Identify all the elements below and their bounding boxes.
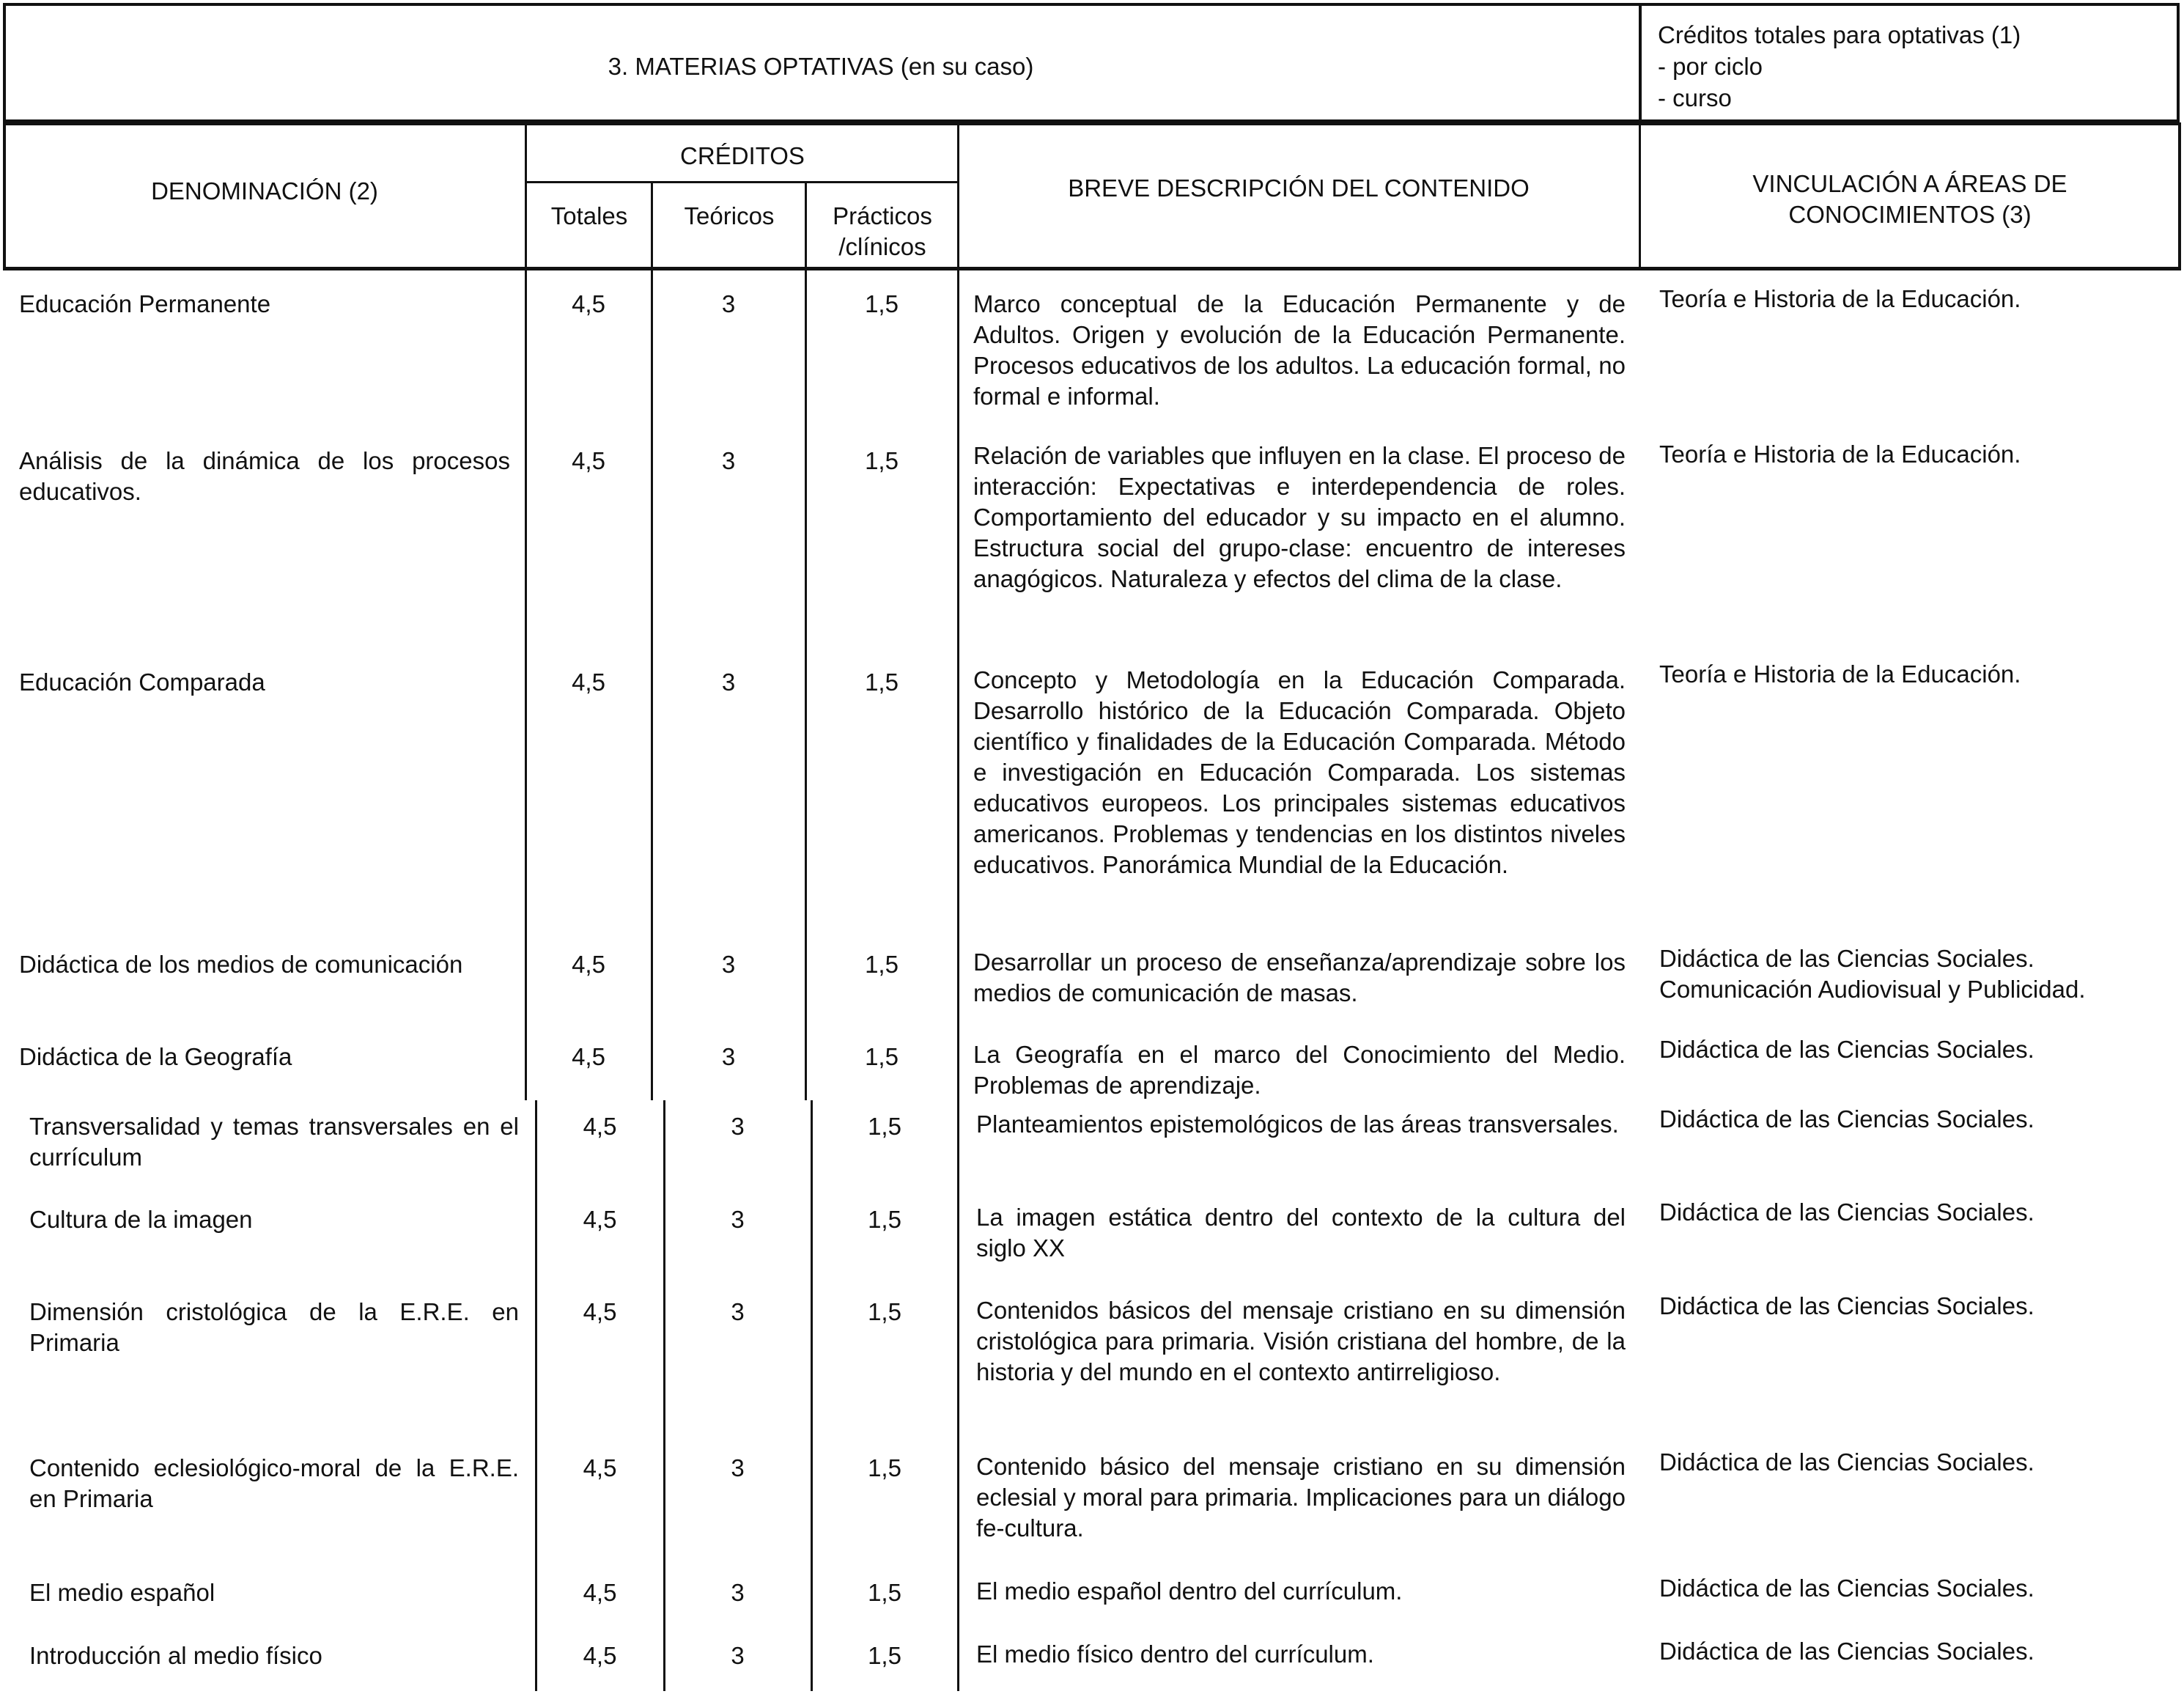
hdr-line-d — [957, 122, 959, 269]
col-creditos: CRÉDITOS — [680, 142, 805, 169]
header-bottom-line — [3, 267, 2181, 270]
row-6-area: Didáctica de las Ciencias Sociales. — [1659, 1105, 2034, 1133]
row-10-teoricos: 3 — [731, 1579, 745, 1606]
row-4-area: Didáctica de las Ciencias Sociales. Comunicación Audiovisual y Publicidad. — [1659, 945, 2086, 1003]
row-11-name: Introducción al medio físico — [29, 1642, 322, 1669]
row-4-practicos: 1,5 — [865, 951, 899, 978]
row-9-name: Contenido eclesiológico-moral de la E.R.E. en Primaria — [29, 1454, 519, 1512]
hdr-line-a — [525, 122, 527, 269]
row-8-teoricos: 3 — [731, 1298, 745, 1325]
row-7-area: Didáctica de las Ciencias Sociales. — [1659, 1198, 2034, 1226]
row-3-totales: 4,5 — [572, 669, 605, 696]
hdr-line-e — [1639, 122, 1641, 269]
row-5-area: Didáctica de las Ciencias Sociales. — [1659, 1036, 2034, 1063]
row-2-totales: 4,5 — [572, 447, 605, 474]
row-8-desc: Contenidos básicos del mensaje cristiano en su dimensión cristológica para primaria. Visión cristiana del hombre, de la historia y del mundo en el contexto antirreligioso. — [976, 1297, 1626, 1385]
row-11-area: Didáctica de las Ciencias Sociales. — [1659, 1638, 2034, 1665]
row-8-practicos: 1,5 — [868, 1298, 901, 1325]
row-2-teoricos: 3 — [721, 447, 736, 474]
row-5-desc: La Geografía en el marco del Conocimiento del Medio. Problemas de aprendizaje. — [973, 1041, 1626, 1099]
row-5-practicos: 1,5 — [865, 1043, 899, 1070]
row-8-totales: 4,5 — [583, 1298, 617, 1325]
row-7-teoricos: 3 — [731, 1206, 745, 1233]
row-3-practicos: 1,5 — [865, 669, 899, 696]
body-line-d2 — [957, 1100, 959, 1691]
row-11-totales: 4,5 — [583, 1642, 617, 1669]
row-11-desc: El medio físico dentro del currículum. — [976, 1640, 1374, 1668]
section-title: 3. MATERIAS OPTATIVAS (en su caso) — [608, 53, 1034, 80]
row-1-practicos: 1,5 — [865, 290, 899, 317]
row-11-practicos: 1,5 — [868, 1642, 901, 1669]
row-9-area: Didáctica de las Ciencias Sociales. — [1659, 1448, 2034, 1476]
row-8-area: Didáctica de las Ciencias Sociales. — [1659, 1292, 2034, 1319]
header-right-border — [2178, 122, 2181, 269]
row-6-totales: 4,5 — [583, 1113, 617, 1140]
col-vinculacion-1: VINCULACIÓN A ÁREAS DE — [1752, 170, 2067, 197]
row-8-name: Dimensión cristológica de la E.R.E. en Primaria — [29, 1298, 519, 1356]
row-1-area: Teoría e Historia de la Educación. — [1659, 285, 2021, 312]
row-5-teoricos: 3 — [721, 1043, 736, 1070]
row-6-name: Transversalidad y temas transversales en el currículum — [29, 1113, 519, 1171]
row-2-desc: Relación de variables que influyen en la clase. El proceso de interacción: Expectativas e interdependencia de roles. Comportamiento del educador y su impacto en el alumno. Estructura social del grupo-clase: encuentro de intereses anagógicos. Naturaleza y efectos del clima de la clase. — [973, 442, 1626, 592]
header-top-line — [3, 122, 2181, 125]
row-3-area: Teoría e Historia de la Educación. — [1659, 660, 2021, 688]
col-denominacion: DENOMINACIÓN (2) — [151, 177, 378, 205]
row-7-name: Cultura de la imagen — [29, 1206, 253, 1233]
row-7-totales: 4,5 — [583, 1206, 617, 1233]
col-practicos-2: /clínicos — [838, 233, 926, 260]
creditos-subline — [526, 181, 959, 183]
row-7-practicos: 1,5 — [868, 1206, 901, 1233]
row-1-desc: Marco conceptual de la Educación Permanente y de Adultos. Origen y evolución de la Educación Permanente. Procesos educativos de los adultos. La educación formal, no formal e informal. — [973, 290, 1626, 410]
row-3-desc: Concepto y Metodología en la Educación Comparada. Desarrollo histórico de la Educación Comparada. Objeto científico y finalidades de la Educación Comparada. Método e investigación en Educación Comparada. Los sistemas educativos europeos. Los principales sistemas educativos americanos. Problemas y tendencias en los distintos niveles educativos. Panorámica Mundial de la Educación. — [973, 666, 1626, 878]
row-6-desc: Planteamientos epistemológicos de las áreas transversales. — [976, 1111, 1619, 1138]
row-1-name: Educación Permanente — [19, 290, 271, 317]
title-divider — [1639, 3, 1642, 122]
row-9-desc: Contenido básico del mensaje cristiano en su dimensión eclesial y moral para primaria. Implicaciones para un diálogo fe-cultura. — [976, 1453, 1626, 1542]
body-line-d1 — [957, 270, 959, 1100]
row-10-totales: 4,5 — [583, 1579, 617, 1606]
row-10-practicos: 1,5 — [868, 1579, 901, 1606]
row-4-totales: 4,5 — [572, 951, 605, 978]
row-3-teoricos: 3 — [721, 669, 736, 696]
row-6-teoricos: 3 — [731, 1113, 745, 1140]
row-10-area: Didáctica de las Ciencias Sociales. — [1659, 1575, 2034, 1602]
col-totales: Totales — [550, 202, 628, 229]
col-teoricos: Teóricos — [684, 202, 775, 229]
row-7-desc: La imagen estática dentro del contexto de la cultura del siglo XX — [976, 1204, 1626, 1262]
row-3-name: Educación Comparada — [19, 669, 265, 696]
col-practicos-1: Prácticos — [833, 202, 932, 229]
row-9-practicos: 1,5 — [868, 1454, 901, 1481]
row-5-totales: 4,5 — [572, 1043, 605, 1070]
hdr-line-b — [651, 183, 653, 269]
row-4-name: Didáctica de los medios de comunicación — [19, 951, 463, 978]
row-9-teoricos: 3 — [731, 1454, 745, 1481]
row-2-name: Análisis de la dinámica de los procesos educativos. — [19, 447, 510, 505]
row-2-practicos: 1,5 — [865, 447, 899, 474]
row-11-teoricos: 3 — [731, 1642, 745, 1669]
row-4-desc: Desarrollar un proceso de enseñanza/aprendizaje sobre los medios de comunicación de masas. — [973, 949, 1626, 1006]
row-10-name: El medio español — [29, 1579, 215, 1606]
row-4-teoricos: 3 — [721, 951, 736, 978]
credits-note-3: - curso — [1658, 84, 1732, 111]
row-9-totales: 4,5 — [583, 1454, 617, 1481]
credits-note-2: - por ciclo — [1658, 53, 1763, 80]
row-5-name: Didáctica de la Geografía — [19, 1043, 292, 1070]
credits-note-1: Créditos totales para optativas (1) — [1658, 21, 2021, 48]
row-10-desc: El medio español dentro del currículum. — [976, 1577, 1403, 1605]
row-6-practicos: 1,5 — [868, 1113, 901, 1140]
row-1-totales: 4,5 — [572, 290, 605, 317]
row-2-area: Teoría e Historia de la Educación. — [1659, 441, 2021, 468]
col-vinculacion-2: CONOCIMIENTOS (3) — [1788, 201, 2032, 228]
hdr-line-c — [805, 183, 807, 269]
row-1-teoricos: 3 — [721, 290, 736, 317]
col-descripcion: BREVE DESCRIPCIÓN DEL CONTENIDO — [1068, 174, 1530, 202]
